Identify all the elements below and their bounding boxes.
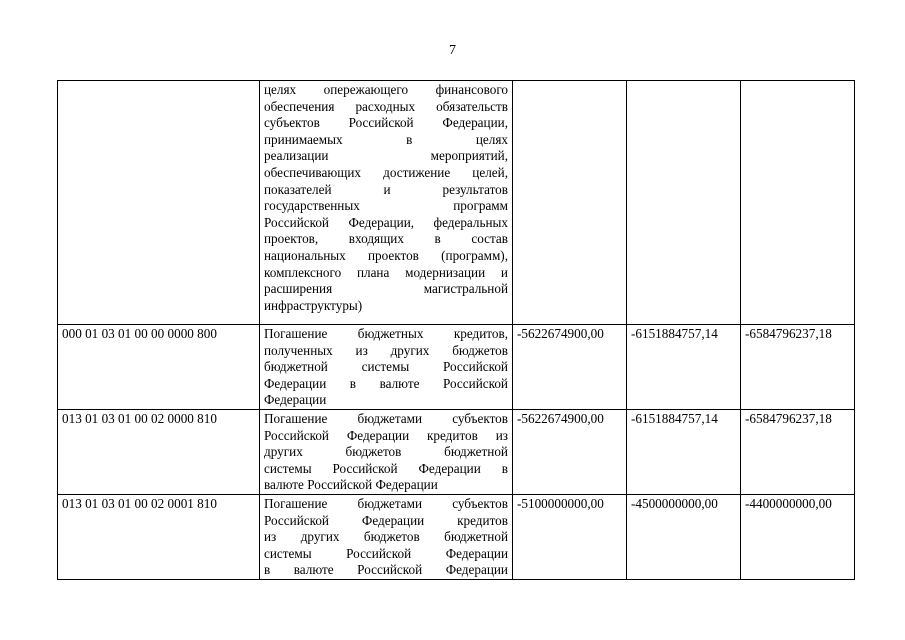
value-year-3: -6584796237,18: [741, 409, 855, 494]
table-row: [58, 409, 855, 494]
description-line: Погашение бюджетами субъектов: [264, 495, 508, 511]
description-line: расширения магистральной: [264, 281, 508, 297]
row-code: 013 01 03 01 00 02 0000 810: [58, 409, 260, 494]
description-line: целях опережающего финансового: [264, 82, 508, 97]
row-code: 013 01 03 01 00 02 0001 810: [58, 494, 260, 579]
description-line: Федерации: [264, 392, 327, 408]
value-year-2: -4500000000,00: [627, 494, 741, 579]
value-year-3: -6584796237,18: [741, 325, 855, 410]
description-line: других бюджетов бюджетной: [264, 444, 508, 460]
description-line: валюте Российской Федерации: [264, 477, 438, 493]
value-year-3: [741, 81, 855, 325]
description-line: из других бюджетов бюджетной: [264, 529, 508, 545]
value-year-2: -6151884757,14: [627, 409, 741, 494]
page-number: 7: [449, 43, 456, 58]
budget-table: [57, 80, 855, 580]
description-line: Российской Федерации кредитов из: [264, 427, 508, 443]
description-line: обеспечивающих достижение целей,: [264, 164, 508, 180]
value-year-1: [513, 81, 627, 325]
description-line: системы Российской Федерации: [264, 545, 508, 561]
description-line: в валюте Российской Федерации: [264, 562, 508, 578]
description-line: Российской Федерации, федеральных: [264, 214, 508, 230]
row-code: 000 01 03 01 00 00 0000 800: [58, 325, 260, 410]
description-line: Погашение бюджетных кредитов,: [264, 326, 508, 341]
row-code: [58, 81, 260, 325]
description-line: бюджетной системы Российской: [264, 359, 508, 375]
description-line: показателей и результатов: [264, 181, 508, 197]
description-line: Российской Федерации кредитов: [264, 512, 508, 528]
description-line: государственных программ: [264, 198, 508, 214]
row-description: [260, 325, 513, 410]
description-line: принимаемых в целях: [264, 131, 508, 147]
description-line: обеспечения расходных обязательств: [264, 98, 508, 114]
value-year-1: -5100000000,00: [513, 494, 627, 579]
row-description: [260, 494, 513, 579]
description-line: системы Российской Федерации в: [264, 460, 508, 476]
description-line: реализации мероприятий,: [264, 148, 508, 164]
description-line: национальных проектов (программ),: [264, 247, 508, 263]
description-line: полученных из других бюджетов: [264, 342, 508, 358]
description-line: комплексного плана модернизации и: [264, 264, 508, 280]
value-year-3: -4400000000,00: [741, 494, 855, 579]
description-line: субъектов Российской Федерации,: [264, 115, 508, 131]
value-year-1: -5622674900,00: [513, 409, 627, 494]
description-line: Погашение бюджетами субъектов: [264, 410, 508, 426]
description-line: Федерации в валюте Российской: [264, 375, 508, 391]
table-row: [58, 494, 855, 579]
value-year-1: -5622674900,00: [513, 325, 627, 410]
value-year-2: [627, 81, 741, 325]
table-row-continuation: [58, 81, 855, 325]
row-description: [260, 409, 513, 494]
table-row: [58, 325, 855, 410]
row-description: [260, 81, 513, 325]
value-year-2: -6151884757,14: [627, 325, 741, 410]
description-line: инфраструктуры): [264, 297, 363, 313]
description-line: проектов, входящих в состав: [264, 231, 508, 247]
